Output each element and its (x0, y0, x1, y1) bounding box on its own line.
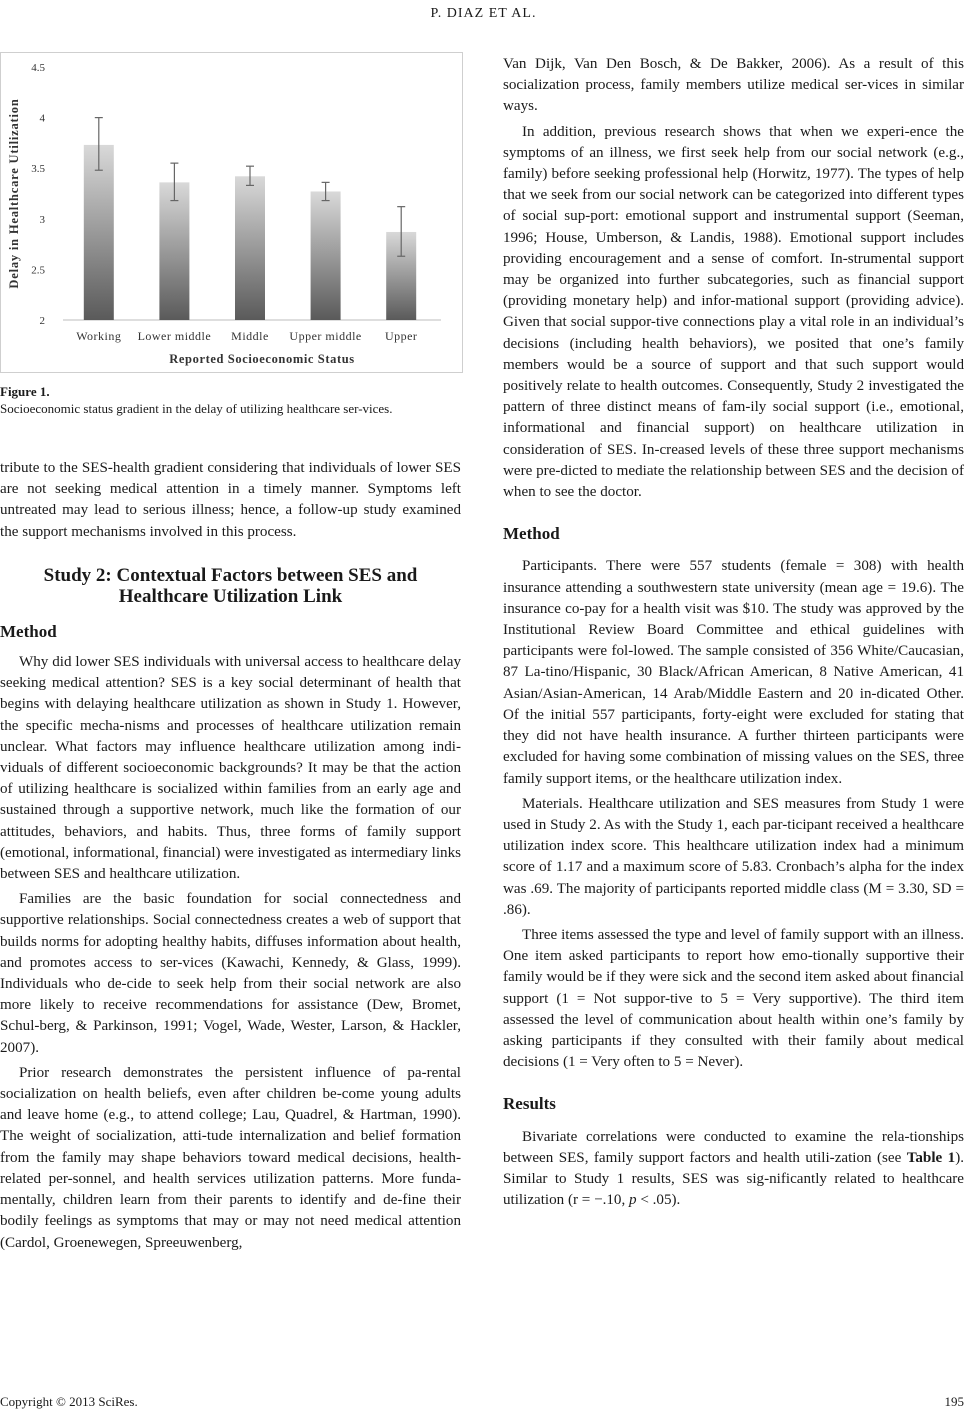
bar-chart (1, 53, 462, 372)
x-tick-label: Lower middle (137, 329, 212, 343)
figure-label: Figure 1. (0, 384, 50, 399)
paragraph: In addition, previous research shows that when we experi-ence the symptoms of an illness, we first seek help from our social network (e.g., family) before seeking professional help (Horwitz, 1977). The types of help that we seek from our social network can be categorized into different types of social sup-port: emotional support and instrumental support (Seeman, 1996; House, Umberson, & Landis, 1988). Emotional support includes providing encouragement and a sense of comfort. In-strumental support may be organized into further subcategories, such as financial support (providing monetary help) and infor-mational support (providing advice). Given that social suppor-tive connections play a vital role in an individual’s decisions (including health behaviors), we posited that one’s family members would be a source of support and that such support would positively relate to health outcomes. Consequently, Study 2 investigated the pattern of three distinct means of fam-ily social support (i.e., emotional, informational and financial support) on healthcare utilization in consideration of SES. In-creased levels of these three support mechanisms were pre-dicted to mediate the relationship between SES and the decision of when to see the doctor. (503, 123, 964, 501)
section-title: Study 2: Contextual Factors between SES and Healthcare Utilization Link (43, 564, 418, 607)
paragraph: Families are the basic foundation for social connectedness and supportive relationships. Social connectedness creates a web of support that builds norms for adopting healthy habits, diffuses information about health, and promotes access to ser-vices (Kawachi, Kennedy, & Glass, 1999). Individuals who de-cide to seek help from their social network are also more likely to receive recommendations for assistance (Dew, Bromet, Schul-berg, & Parkinson, 1991; Vogel, Wade, Wester, Larson, & Hackler, 2007). (0, 891, 461, 1056)
bar (84, 145, 114, 320)
bar (235, 176, 265, 320)
page-number: 195 (944, 1394, 964, 1409)
y-tick-label: 2 (39, 315, 45, 327)
x-tick-label: Upper middle (289, 329, 362, 343)
left-column (0, 458, 461, 1254)
text-run: Bivariate correlations were conducted to examine the rela-tionships between SES, family support factors and health utili-zation (see (503, 1128, 964, 1166)
figure-chart (0, 52, 463, 373)
paragraph: Van Dijk, Van Den Bosch, & De Bakker, 2006). As a result of this socialization process, family members utilize medical ser-vices in similar ways. (503, 56, 964, 115)
bar (159, 182, 189, 320)
x-tick-label: Working (76, 329, 122, 343)
x-axis-title: Reported Socioeconomic Status (169, 352, 355, 366)
method-heading: Method (503, 524, 560, 544)
y-tick-label: 2.5 (31, 264, 45, 277)
figure-caption-text: Socioeconomic status gradient in the delay of utilizing healthcare ser-vices. (0, 401, 393, 416)
table-reference: Table 1 (906, 1149, 956, 1166)
p-value-symbol: p (629, 1192, 637, 1209)
text-run: < .05). (636, 1192, 681, 1209)
running-head: P. DIAZ ET AL. (430, 6, 537, 21)
y-tick-label: 3 (39, 213, 45, 226)
method-heading: Method (0, 621, 57, 641)
copyright: Copyright © 2013 SciRes. (0, 1394, 138, 1409)
paragraph: Participants. There were 557 students (female = 308) with health insurance attending a southwestern state university (mean age = 19.6). The insurance co-pay for a health visit was $10. The study was approved by the Institutional Review Board Committee and ethical guidelines with participants were fol-lowed. The sample consisted of 356 White/Caucasian, 87 La-tino/Hispanic, 30 Black/African American, 8 Native American, 41 Asian/Asian-American, 14 Arab/Middle Eastern and 20 in-dicated Other. Of the initial 557 participants, forty-eight were excluded for stating that they did not have health insurance. A further thirteen participants were excluded for having some combination of missing values on the SES, three family support items, or the healthcare utilization index. (503, 558, 964, 787)
right-column (503, 54, 964, 1211)
x-tick-label: Upper (384, 329, 418, 343)
y-tick-label: 4.5 (31, 62, 45, 74)
paragraph: Prior research demonstrates the persistent influence of pa-rental socialization on health beliefs, even after children be-come young adults and leave home (e.g., to attend college; Lau, Quadrel, & Hartman, 1990). The weight of socialization, atti-tude internalization and belief formation from the family may shape behaviors toward medical decisions, health-related per-sonnel, and health services utilization patterns. More funda-mentally, children learn from their parents to identify and de-fine their bodily feelings as symptoms that may or may not need medical attention (Cardol, Groenewegen, Spreeuwenberg, (0, 1064, 461, 1251)
text-run: ). Similar to Study 1 results, SES was sig-nificantly related to healthcare utilization (r = −.10, (503, 1149, 964, 1209)
paragraph: Materials. Healthcare utilization and SES measures from Study 1 were used in Study 2. As with the Study 1, each par-ticipant received a healthcare utilization index score. This healthcare utilization index had a minimum score of 1.17 and a maximum score of 5.83. Cronbach’s alpha for the index was .69. The majority of participants reported middle class (M = 3.30, SD = .86). (503, 795, 964, 918)
paragraph (503, 1127, 964, 1212)
x-tick-label: Middle (231, 329, 269, 343)
figure-caption (0, 383, 461, 417)
paragraph: Three items assessed the type and level of family support with an illness. One item asked participants to report how emo-tionally supportive their family would be if they were sick and the second item asked about financial support (1 = Not suppor-tive to 5 = Very supportive). The third item assessed the level of communication about health within one’s family by asking participants if they consulted with their family about medical decisions (1 = Very often to 5 = Never). (503, 926, 964, 1071)
y-axis-title: Delay in Healthcare Utilization (7, 98, 21, 289)
paragraph: tribute to the SES-health gradient considering that individuals of lower SES are not seeking medical attention in a timely manner. Symptoms left untreated may lead to serious illness; hence, a follow-up study examined the support mechanisms involved in this process. (0, 460, 461, 540)
y-tick-label: 3.5 (31, 163, 45, 176)
results-heading: Results (503, 1094, 556, 1114)
y-tick-label: 4 (39, 112, 45, 125)
paragraph: Why did lower SES individuals with universal access to healthcare delay seeking medical attention? SES is a key social determinant of health that begins with delaying healthcare utilization as shown in Study 1. However, the specific mecha-nisms and processes of healthcare utilization remain unclear. What factors may influence healthcare utilization among indi-viduals of different socioeconomic backgrounds? It may be that the action of utilizing healthcare is socialized within families from an early age and sustained through a supportive network, much like the formation of our attitudes, behaviors, and habits. Thus, three forms of family support (emotional, informational, financial) were investigated as intermediary links between SES and healthcare utilization. (0, 654, 461, 883)
bar (311, 191, 341, 320)
